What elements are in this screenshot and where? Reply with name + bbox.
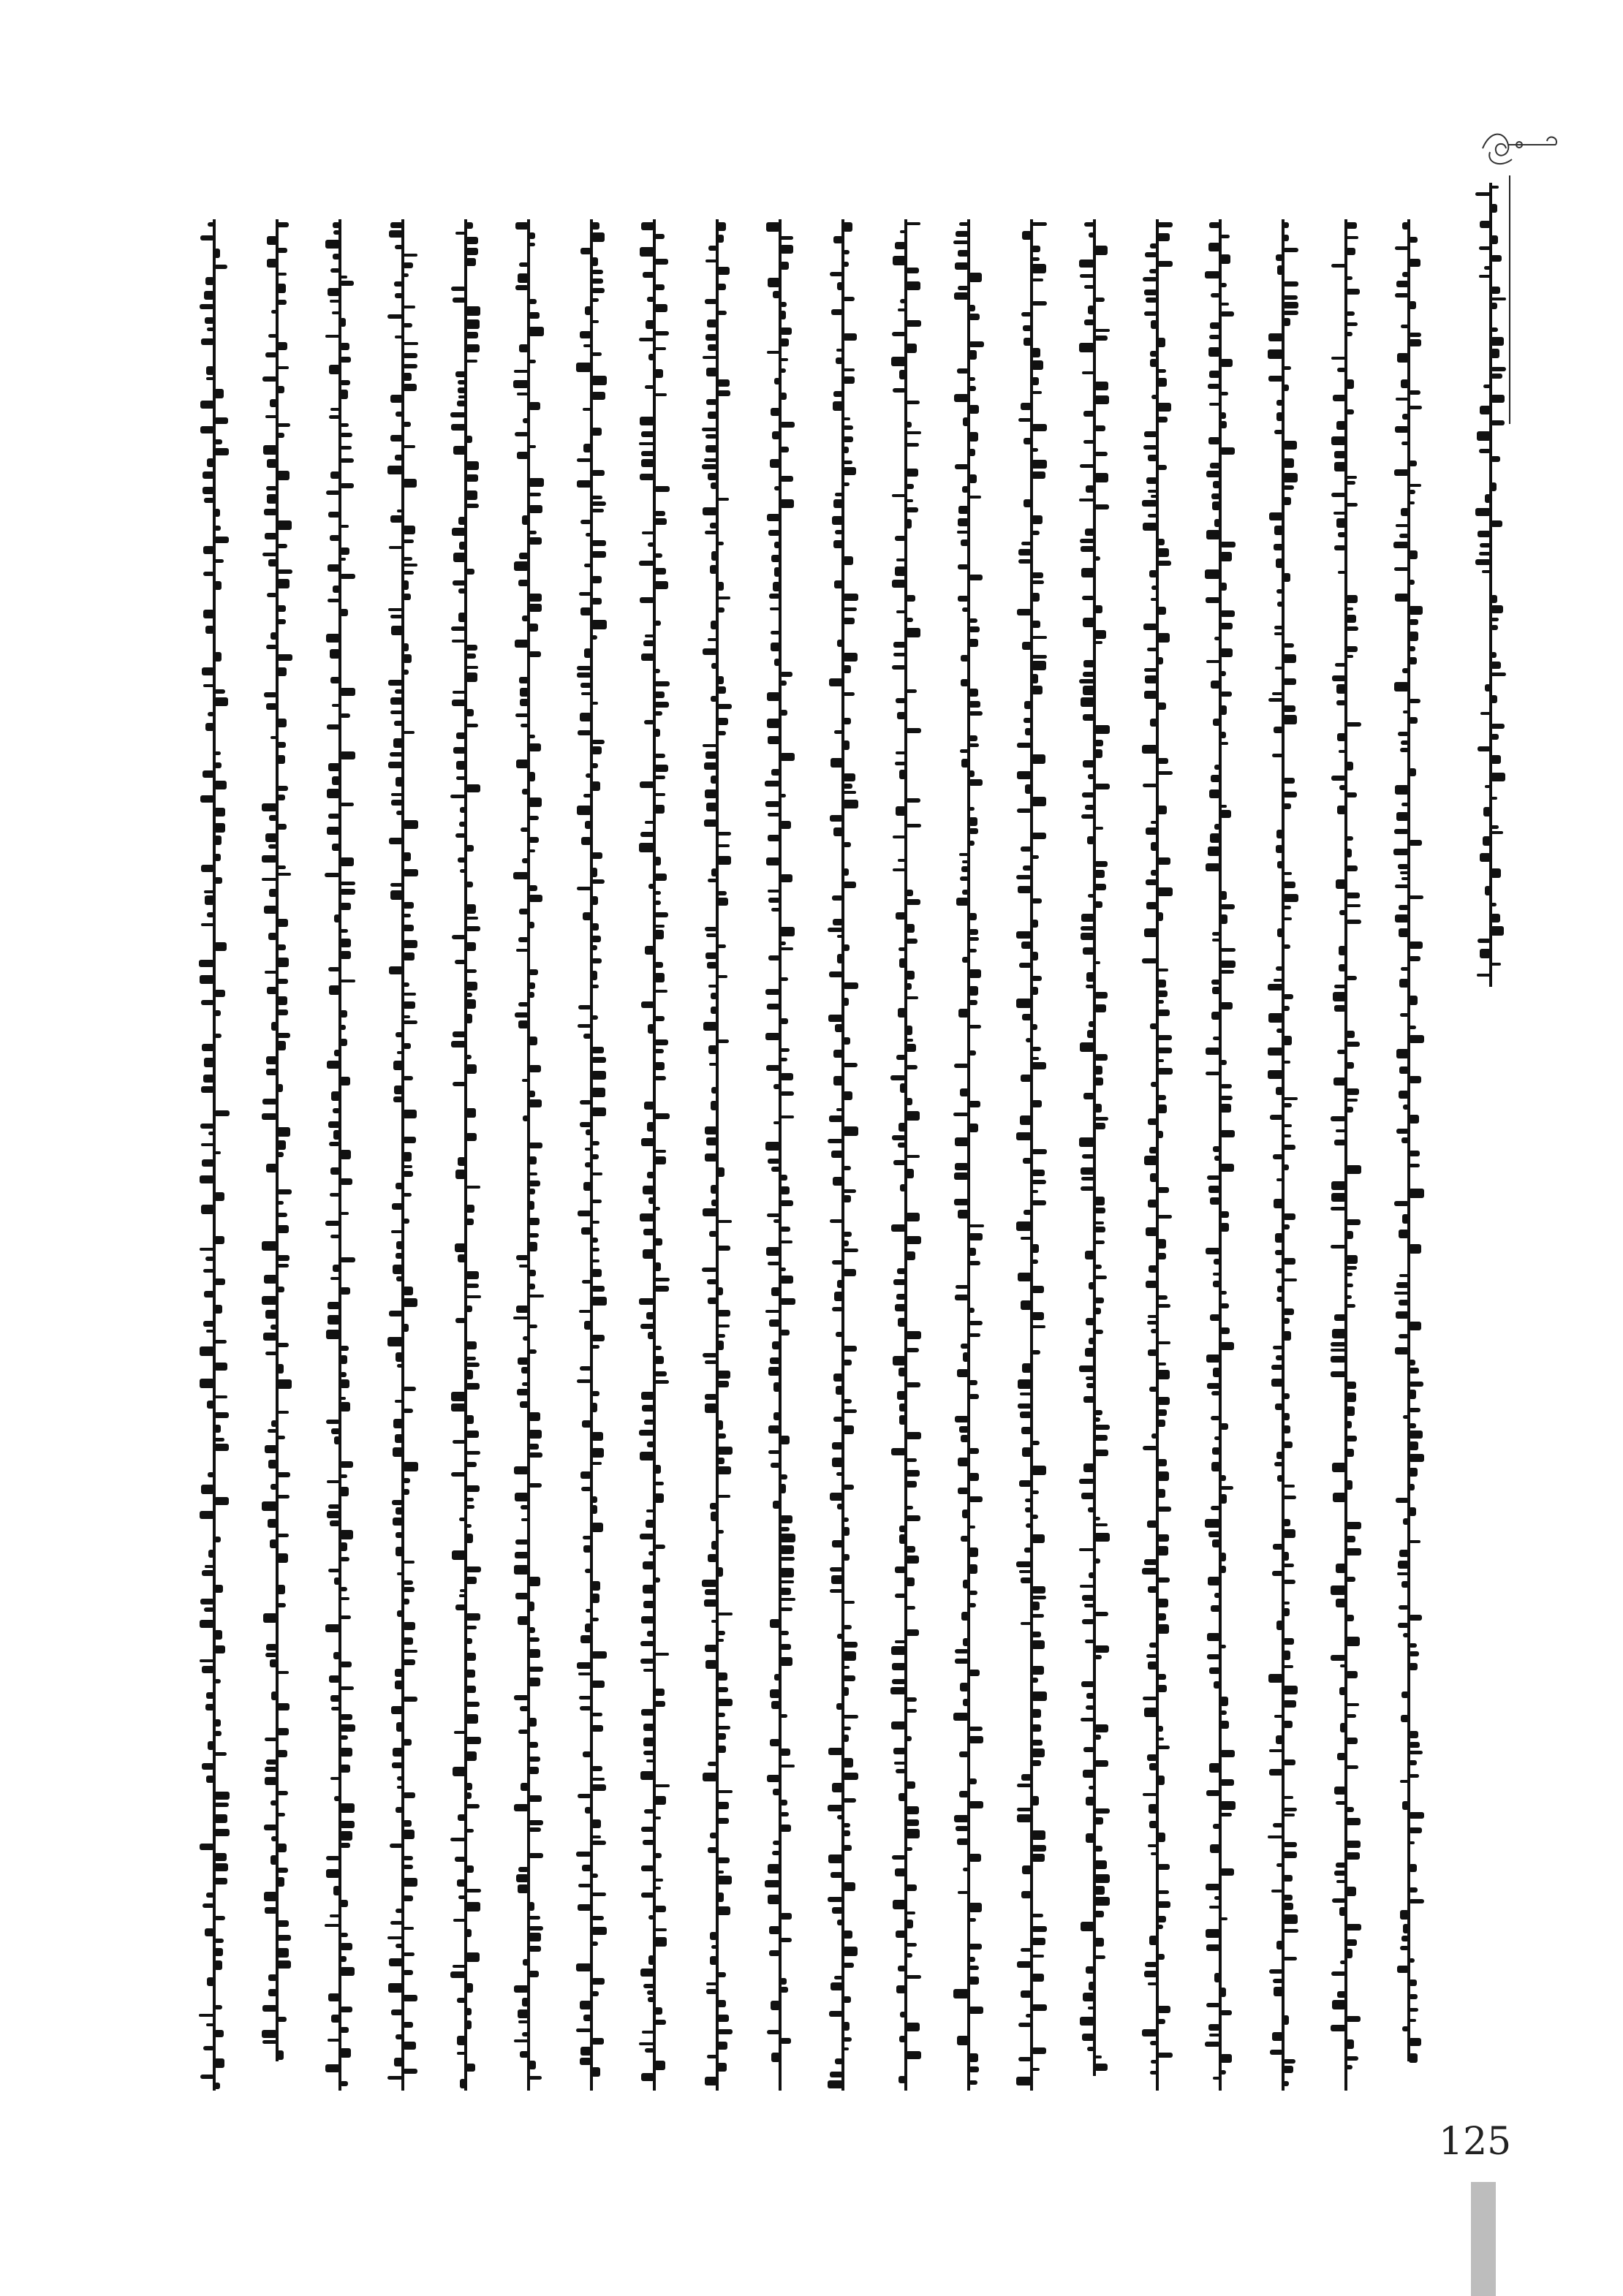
scroll-flourish-icon: [1475, 123, 1563, 174]
page-number: 125: [1439, 2120, 1512, 2164]
text-column: [646, 219, 662, 2091]
text-column: [898, 219, 914, 2091]
text-column: [583, 219, 599, 2091]
running-header: [1477, 183, 1506, 1016]
text-column: [835, 219, 851, 2091]
text-column: [1024, 219, 1040, 2091]
text-column: [961, 219, 977, 2091]
text-column: [1275, 219, 1291, 2091]
text-column: [332, 219, 348, 2091]
text-column: [269, 219, 285, 2061]
text-column: [1149, 219, 1165, 2091]
text-column: [395, 219, 411, 2091]
running-header-text: [1483, 183, 1499, 987]
text-column: [458, 219, 474, 2091]
text-column: [709, 219, 725, 2091]
text-column: [1338, 219, 1354, 2091]
text-column: [772, 219, 788, 2091]
text-column: [521, 219, 537, 2091]
text-column: [1212, 219, 1228, 2091]
body-text: [183, 219, 1440, 2193]
text-column: [1086, 219, 1102, 2076]
text-column: [206, 219, 222, 2091]
text-column: [1401, 219, 1417, 2061]
page-edge-tab: [1471, 2182, 1496, 2296]
header-rule: [1509, 175, 1510, 424]
